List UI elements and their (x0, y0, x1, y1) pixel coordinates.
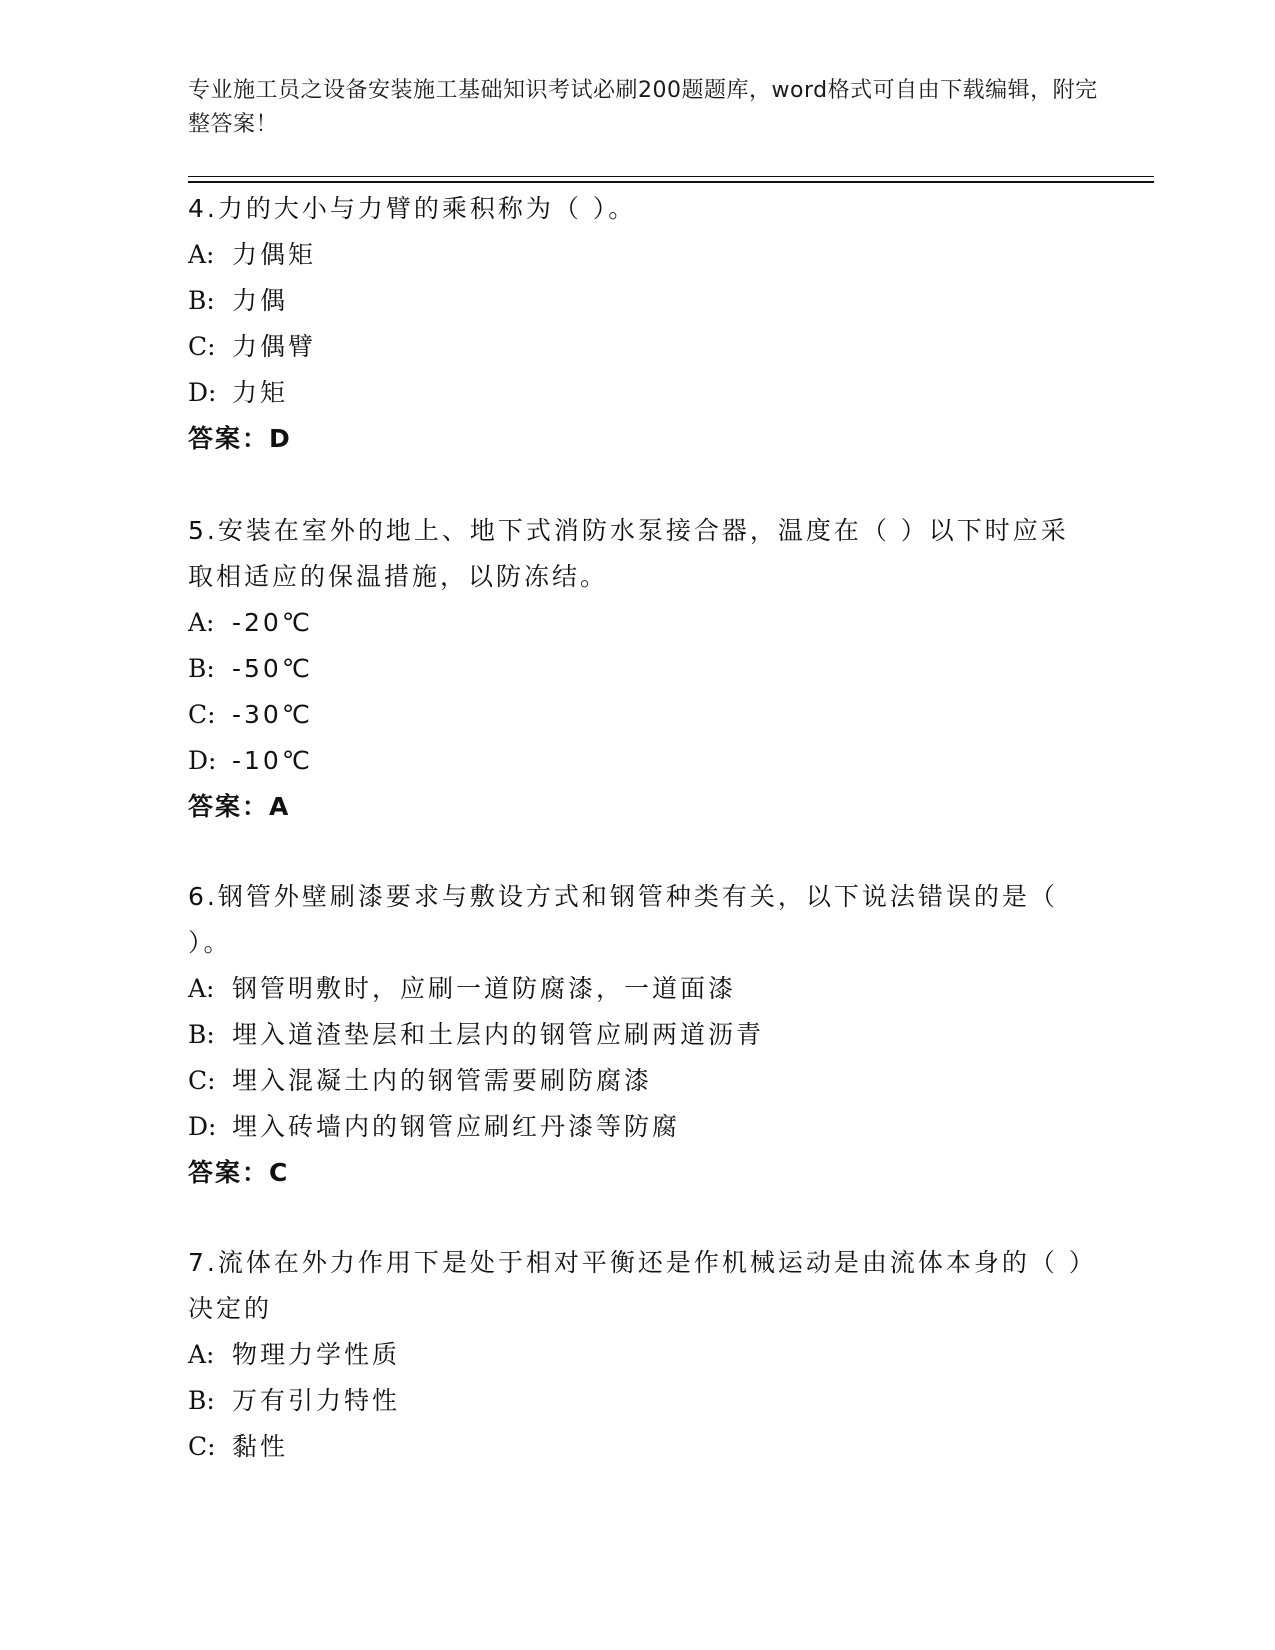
option-key: A: (188, 974, 215, 1003)
option-key: C: (188, 1432, 216, 1461)
question-4 (188, 186, 1088, 462)
option-text: -10℃ (232, 746, 313, 775)
header-rule-thin (188, 176, 1154, 177)
option-b (188, 278, 1088, 324)
question-5 (188, 508, 1088, 830)
option-text: 埋入混凝土内的钢管需要刷防腐漆 (232, 1066, 653, 1095)
option-text: -20℃ (232, 608, 313, 637)
option-text: 钢管明敷时，应刷一道防腐漆，一道面漆 (232, 974, 737, 1003)
option-c (188, 692, 1088, 738)
option-a (188, 1332, 1088, 1378)
option-text: -30℃ (232, 700, 313, 729)
option-b (188, 1012, 1088, 1058)
option-b (188, 1378, 1088, 1424)
option-text: 埋入道渣垫层和土层内的钢管应刷两道沥青 (232, 1020, 765, 1049)
option-text: 物理力学性质 (232, 1340, 401, 1369)
option-d (188, 370, 1088, 416)
option-text: 万有引力特性 (232, 1386, 401, 1415)
question-text: 6.钢管外壁刷漆要求与敷设方式和钢管种类有关，以下说法错误的是（ ）。 (188, 882, 1058, 957)
option-a (188, 966, 1088, 1012)
document-header: 专业施工员之设备安装施工基础知识考试必刷200题题库，word格式可自由下载编辑，附完整答案！ (188, 78, 1098, 137)
option-b (188, 646, 1088, 692)
question-text: 4.力的大小与力臂的乘积称为（ ）。 (188, 194, 637, 223)
option-key: C: (188, 1066, 216, 1095)
option-c (188, 324, 1088, 370)
option-key: C: (188, 332, 216, 361)
option-c (188, 1424, 1088, 1470)
option-key: D: (188, 378, 217, 407)
answer: 答案：D (188, 424, 292, 453)
option-key: B: (188, 1020, 215, 1049)
option-text: 力偶矩 (232, 240, 317, 269)
option-key: A: (188, 608, 215, 637)
option-d (188, 738, 1088, 784)
option-key: B: (188, 654, 215, 683)
option-d (188, 1104, 1088, 1150)
option-a (188, 232, 1088, 278)
question-text: 7.流体在外力作用下是处于相对平衡还是作机械运动是由流体本身的（ ）决定的 (188, 1248, 1085, 1323)
option-text: 黏性 (232, 1432, 289, 1461)
option-key: B: (188, 1386, 215, 1415)
option-key: D: (188, 1112, 217, 1141)
question-6 (188, 874, 1088, 1196)
question-7 (188, 1240, 1088, 1470)
option-text: 埋入砖墙内的钢管应刷红丹漆等防腐 (232, 1112, 681, 1141)
question-text: 5.安装在室外的地上、地下式消防水泵接合器，温度在（ ）以下时应采取相适应的保温措施，以防冻结。 (188, 516, 1069, 591)
option-text: 力偶 (232, 286, 289, 315)
option-key: D: (188, 746, 217, 775)
option-c (188, 1058, 1088, 1104)
answer: 答案：A (188, 792, 291, 821)
answer: 答案：C (188, 1158, 290, 1187)
option-text: 力偶臂 (232, 332, 317, 361)
header-rule-thick (188, 181, 1154, 183)
option-key: A: (188, 1340, 215, 1369)
option-key: A: (188, 240, 215, 269)
option-text: 力矩 (232, 378, 289, 407)
option-a (188, 600, 1088, 646)
option-key: B: (188, 286, 215, 315)
option-text: -50℃ (232, 654, 313, 683)
option-key: C: (188, 700, 216, 729)
